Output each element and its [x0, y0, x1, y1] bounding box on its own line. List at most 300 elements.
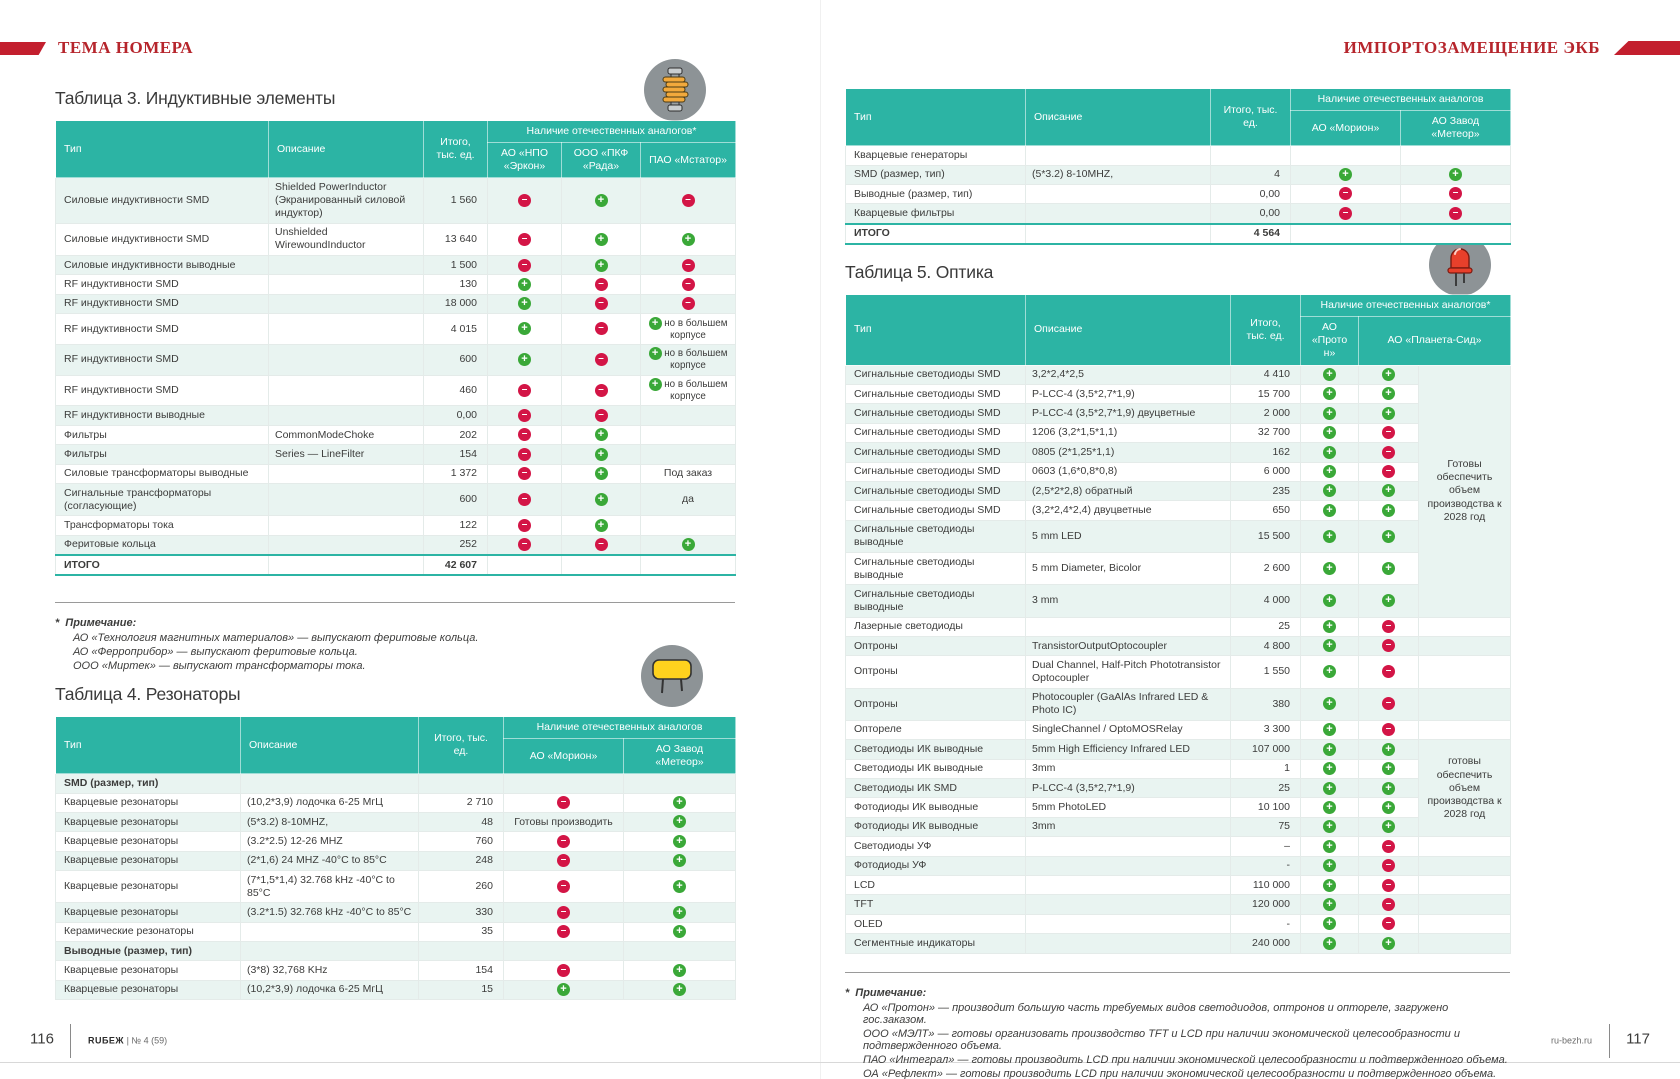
table-cell	[1359, 837, 1419, 856]
table-row	[846, 443, 1511, 462]
table-cell	[1291, 184, 1401, 203]
minus-icon: –	[682, 259, 695, 272]
table-cell	[1301, 798, 1359, 817]
table-cell: Описание	[1026, 295, 1231, 366]
table-cell: Кварцевые фильтры	[846, 204, 1026, 224]
table-cell	[1419, 934, 1511, 953]
table-cell	[1301, 617, 1359, 636]
table-cell: RF индуктивности SMD	[56, 344, 269, 375]
table5-title: Таблица 5. Оптика	[845, 262, 994, 282]
table-cell: RF индуктивности выводные	[56, 406, 269, 425]
table-cell: Итого, тыс. ед.	[419, 717, 504, 774]
table-cell	[1401, 184, 1511, 203]
table-cell	[1301, 876, 1359, 895]
table-cell: 15 700	[1231, 384, 1301, 403]
table-cell	[641, 516, 736, 535]
table-cell: 4 015	[424, 314, 488, 345]
plus-icon: +	[595, 519, 608, 532]
site-label: ru-bezh.ru	[1551, 1035, 1593, 1046]
table-cell	[488, 314, 562, 345]
minus-icon: –	[1382, 879, 1395, 892]
table-cell: Тип	[846, 89, 1026, 146]
table-cell	[562, 294, 641, 313]
table-cell: 460	[424, 375, 488, 406]
table-cell: Керамические резонаторы	[56, 922, 241, 941]
minus-icon: –	[518, 233, 531, 246]
table-cell	[1301, 462, 1359, 481]
table-cell: Выводные (размер, тип)	[56, 942, 241, 961]
footer-separator	[70, 1024, 71, 1058]
table-cell	[1359, 481, 1419, 500]
table-cell	[1419, 876, 1511, 895]
table-cell: 15	[419, 980, 504, 999]
table-cell: да	[641, 484, 736, 516]
table-cell	[269, 555, 424, 575]
table-row	[846, 384, 1511, 403]
table-cell: Силовые индуктивности SMD	[56, 178, 269, 223]
table-row	[846, 876, 1511, 895]
minus-icon: –	[1339, 187, 1352, 200]
plus-icon: +	[1323, 446, 1336, 459]
table-cell	[241, 774, 419, 793]
table-cell: 32 700	[1231, 423, 1301, 442]
table-cell: + но в большем корпусе	[641, 375, 736, 406]
table-cell	[1301, 779, 1359, 798]
note-line: ПАО «Интеграл» — готовы производить LCD при наличии экономической целесообразности и подтвержденного объема.	[863, 1053, 1508, 1066]
plus-icon: +	[649, 317, 662, 330]
table-cell: Фотодиоды УФ	[846, 856, 1026, 875]
table-cell: (3.2*1.5) 32.768 kHz -40°C to 85°C	[241, 903, 419, 922]
table-cell: Светодиоды УФ	[846, 837, 1026, 856]
table-cell	[641, 445, 736, 464]
table-cell	[1419, 914, 1511, 933]
minus-icon: –	[1339, 207, 1352, 220]
table-cell: Оптореле	[846, 720, 1026, 739]
table-cell: Силовые индуктивности SMD	[56, 223, 269, 255]
table-cell: 1 550	[1231, 656, 1301, 688]
table-cell	[1301, 585, 1359, 617]
table-cell	[1359, 895, 1419, 914]
table-row	[56, 774, 736, 793]
table-cell: + но в большем корпусе	[641, 344, 736, 375]
plus-icon: +	[673, 854, 686, 867]
minus-icon: –	[557, 964, 570, 977]
table-cell	[488, 344, 562, 375]
plus-icon: +	[1382, 743, 1395, 756]
table-cell: 3 mm	[1026, 585, 1231, 617]
minus-icon: –	[595, 322, 608, 335]
table-cell	[1359, 462, 1419, 481]
plus-icon: +	[1323, 840, 1336, 853]
table-cell	[504, 871, 624, 903]
table-row	[846, 184, 1511, 203]
table-row	[846, 520, 1511, 552]
table-cell	[419, 942, 504, 961]
table-cell	[562, 406, 641, 425]
table-cell	[624, 980, 736, 999]
table-cell: 4	[1211, 165, 1291, 184]
table-row	[56, 942, 736, 961]
table-cell	[1026, 204, 1211, 224]
table-cell: 0,00	[424, 406, 488, 425]
table-cell	[562, 314, 641, 345]
table-cell: Фильтры	[56, 445, 269, 464]
plus-icon: +	[595, 493, 608, 506]
plus-icon: +	[1382, 530, 1395, 543]
table-row	[56, 516, 736, 535]
table-cell: Оптроны	[846, 636, 1026, 655]
table-cell: Силовые трансформаторы выводные	[56, 464, 269, 483]
minus-icon: –	[1382, 697, 1395, 710]
table-cell: Фотодиоды ИК выводные	[846, 798, 1026, 817]
table-cell: 2 000	[1231, 404, 1301, 423]
plus-icon: +	[1382, 504, 1395, 517]
table-cell: Photocoupler (GaAlAs Infrared LED & Photo IC)	[1026, 688, 1231, 720]
plus-icon: +	[595, 194, 608, 207]
table-cell: 122	[424, 516, 488, 535]
table-cell: Кварцевые резонаторы	[56, 851, 241, 870]
table-cell: P-LCC-4 (3,5*2,7*1,9)	[1026, 779, 1231, 798]
table-cell: Наличие отечественных аналогов*	[488, 121, 736, 143]
table-cell: Лазерные светодиоды	[846, 617, 1026, 636]
table-cell: Под заказ	[641, 464, 736, 483]
table-cell	[1359, 404, 1419, 423]
minus-icon: –	[557, 835, 570, 848]
asterisk-mark: *	[55, 617, 60, 630]
table-cell: 248	[419, 851, 504, 870]
plus-icon: +	[1323, 898, 1336, 911]
table-cell	[504, 942, 624, 961]
plus-icon: +	[1382, 762, 1395, 775]
table-cell	[1359, 817, 1419, 836]
table-cell: Итого, тыс. ед.	[1231, 295, 1301, 366]
table-cell: Сегментные индикаторы	[846, 934, 1026, 953]
table-row	[56, 832, 736, 851]
table-row	[846, 656, 1511, 688]
table-cell: Готовы производить	[504, 812, 624, 831]
table3-section	[55, 88, 735, 674]
plus-icon: +	[1323, 917, 1336, 930]
table-cell: Сигнальные трансформаторы (согласующие)	[56, 484, 269, 516]
minus-icon: –	[682, 194, 695, 207]
table-row	[846, 779, 1511, 798]
table-cell	[1359, 443, 1419, 462]
table-cell: 110 000	[1231, 876, 1301, 895]
table-cell: Кварцевые резонаторы	[56, 903, 241, 922]
page-number: 116	[30, 1030, 54, 1048]
table-row	[56, 425, 736, 444]
table-cell: 3mm	[1026, 759, 1231, 778]
minus-icon: –	[595, 278, 608, 291]
table-row	[56, 555, 736, 575]
table-cell	[624, 832, 736, 851]
table-cell	[1301, 837, 1359, 856]
table-cell: Светодиоды ИК выводные	[846, 759, 1026, 778]
table-cell: Кварцевые резонаторы	[56, 832, 241, 851]
minus-icon: –	[518, 409, 531, 422]
table5-section	[845, 262, 1510, 1079]
table-cell: 0603 (1,6*0,8*0,8)	[1026, 462, 1231, 481]
section-kicker-left: ТЕМА НОМЕРА	[58, 38, 194, 57]
table-row	[56, 922, 736, 941]
table-row	[846, 501, 1511, 520]
table-cell	[562, 344, 641, 375]
table-cell	[504, 793, 624, 812]
optics-table	[845, 294, 1511, 954]
table-cell: Dual Channel, Half-Pitch Phototransistor Optocoupler	[1026, 656, 1231, 688]
table-cell: Сигнальные светодиоды выводные	[846, 520, 1026, 552]
table-cell	[562, 555, 641, 575]
table-cell	[1359, 553, 1419, 585]
plus-icon: +	[682, 233, 695, 246]
table-cell: TransistorOutputOptocoupler	[1026, 636, 1231, 655]
table-cell	[1419, 656, 1511, 688]
plus-icon: +	[682, 538, 695, 551]
plus-icon: +	[673, 983, 686, 996]
table-cell	[624, 851, 736, 870]
table-cell	[1419, 617, 1511, 636]
table-row	[846, 481, 1511, 500]
plus-icon: +	[673, 815, 686, 828]
minus-icon: –	[557, 906, 570, 919]
table-cell	[1301, 365, 1359, 384]
table-cell: АО Завод «Метеор»	[1401, 111, 1511, 146]
table-cell: (3,2*2,4*2,4) двуцветные	[1026, 501, 1231, 520]
table4-section	[55, 656, 735, 1000]
table-row	[846, 914, 1511, 933]
table-cell	[1401, 165, 1511, 184]
plus-icon: +	[1323, 504, 1336, 517]
table-cell	[1359, 759, 1419, 778]
table-cell: Сигнальные светодиоды SMD	[846, 501, 1026, 520]
plus-icon: +	[1323, 368, 1336, 381]
table-row	[56, 851, 736, 870]
table-cell: 154	[419, 961, 504, 980]
table-cell	[269, 314, 424, 345]
table-cell	[1359, 636, 1419, 655]
table-cell	[624, 942, 736, 961]
minus-icon: –	[518, 428, 531, 441]
table-cell: SMD (размер, тип)	[846, 165, 1026, 184]
merged-note-cell: готовы обеспечить объем производства к 2028 год	[1419, 740, 1511, 837]
table-cell: 1 372	[424, 464, 488, 483]
table-cell: 260	[419, 871, 504, 903]
table-cell: 25	[1231, 779, 1301, 798]
plus-icon: +	[518, 353, 531, 366]
minus-icon: –	[518, 467, 531, 480]
red-flag-shape	[0, 42, 46, 55]
table-cell: АО «Морион»	[1291, 111, 1401, 146]
table-row	[846, 462, 1511, 481]
table5-note	[845, 987, 1510, 1079]
note-line: АО «Протон» — производит большую часть требуемых видов светодиодов, оптронов и оптореле, загружено гос.заказом.	[863, 1001, 1449, 1026]
table-cell: 6 000	[1231, 462, 1301, 481]
plus-icon: +	[1323, 407, 1336, 420]
table-cell: Кварцевые резонаторы	[56, 980, 241, 999]
plus-icon: +	[673, 835, 686, 848]
minus-icon: –	[1382, 446, 1395, 459]
table-cell: АО «НПО «Эркон»	[488, 143, 562, 178]
table-cell: 5mm PhotoLED	[1026, 798, 1231, 817]
note-lines	[845, 1002, 1510, 1079]
table-cell	[1026, 934, 1231, 953]
minus-icon: –	[1382, 426, 1395, 439]
table-cell	[1301, 934, 1359, 953]
minus-icon: –	[1382, 723, 1395, 736]
table-cell	[624, 903, 736, 922]
table-cell	[269, 464, 424, 483]
table-cell	[269, 484, 424, 516]
table-cell: –	[1231, 837, 1301, 856]
minus-icon: –	[1449, 207, 1462, 220]
table-row	[846, 837, 1511, 856]
note-line: ОА «Рефлект» — готовы производить LCD при наличии экономической целесообразности и подтвержденного объема.	[863, 1067, 1497, 1079]
table-cell: 154	[424, 445, 488, 464]
table-cell	[624, 793, 736, 812]
table-cell: 4 564	[1211, 224, 1291, 244]
table-row	[56, 812, 736, 831]
table-cell: Сигнальные светодиоды SMD	[846, 404, 1026, 423]
table-cell	[1301, 501, 1359, 520]
table-cell: RF индуктивности SMD	[56, 375, 269, 406]
minus-icon: –	[595, 297, 608, 310]
table-cell: 3,2*2,4*2,5	[1026, 365, 1231, 384]
table-cell	[641, 294, 736, 313]
table-cell	[1419, 837, 1511, 856]
plus-icon: +	[1323, 484, 1336, 497]
plus-icon: +	[673, 906, 686, 919]
plus-icon: +	[1382, 368, 1395, 381]
table-row	[56, 484, 736, 516]
table-cell	[641, 256, 736, 275]
plus-icon: +	[1382, 820, 1395, 833]
table-cell: Тип	[846, 295, 1026, 366]
table-cell	[1401, 224, 1511, 244]
table-cell: 3 300	[1231, 720, 1301, 739]
table-cell	[269, 516, 424, 535]
table-row	[56, 314, 736, 345]
table-row	[56, 535, 736, 555]
table-cell	[1359, 720, 1419, 739]
plus-icon: +	[1323, 937, 1336, 950]
table-cell: -	[1231, 856, 1301, 875]
table-cell: TFT	[846, 895, 1026, 914]
table-cell	[1359, 520, 1419, 552]
table-cell	[1301, 856, 1359, 875]
table-cell	[269, 344, 424, 375]
plus-icon: +	[1382, 937, 1395, 950]
table-cell: Описание	[1026, 89, 1211, 146]
table-cell	[1026, 184, 1211, 203]
table-cell: Кварцевые резонаторы	[56, 871, 241, 903]
plus-icon: +	[1382, 484, 1395, 497]
table-cell: OLED	[846, 914, 1026, 933]
minus-icon: –	[1382, 665, 1395, 678]
table-cell	[1291, 146, 1401, 165]
note-title: * Примечание:	[845, 986, 927, 999]
table-row	[846, 146, 1511, 165]
table-cell	[1419, 895, 1511, 914]
table-cell: 4 410	[1231, 365, 1301, 384]
minus-icon: –	[557, 796, 570, 809]
table-cell	[1026, 876, 1231, 895]
table-row	[846, 720, 1511, 739]
table-cell	[241, 922, 419, 941]
table-cell: 3mm	[1026, 817, 1231, 836]
table-cell	[641, 406, 736, 425]
page-number: 117	[1626, 1030, 1650, 1048]
plus-icon: +	[595, 428, 608, 441]
table-cell: 1206 (3,2*1,5*1,1)	[1026, 423, 1231, 442]
table-cell: Тип	[56, 717, 241, 774]
note-line: АО «Ферроприбор» — выпускают феритовые кольца.	[73, 646, 358, 659]
table-cell	[641, 223, 736, 255]
plus-icon: +	[1339, 168, 1352, 181]
table-cell: SingleChannel / OptoMOSRelay	[1026, 720, 1231, 739]
table-cell: Наличие отечественных аналогов*	[1301, 295, 1511, 317]
table-cell: 75	[1231, 817, 1301, 836]
plus-icon: +	[1382, 407, 1395, 420]
table-row	[56, 275, 736, 294]
table-cell: 0805 (2*1,25*1,1)	[1026, 443, 1231, 462]
table-cell	[1026, 837, 1231, 856]
minus-icon: –	[557, 925, 570, 938]
plus-icon: +	[1323, 426, 1336, 439]
table-cell: Трансформаторы тока	[56, 516, 269, 535]
table-cell: 48	[419, 812, 504, 831]
plus-icon: +	[1323, 465, 1336, 478]
table-cell	[624, 812, 736, 831]
table-cell	[1301, 817, 1359, 836]
table-cell: 130	[424, 275, 488, 294]
note-title: * Примечание:	[55, 617, 137, 630]
table-cell: Выводные (размер, тип)	[846, 184, 1026, 203]
table-cell: Наличие отечественных аналогов	[1291, 89, 1511, 111]
table-cell: ПАО «Мстатор»	[641, 143, 736, 178]
table-row	[56, 294, 736, 313]
table-row	[56, 375, 736, 406]
merged-note-cell: Готовы обеспечить объем производства к 2028 год	[1419, 365, 1511, 617]
table-cell: Силовые индуктивности выводные	[56, 256, 269, 275]
table-cell: АО «Планета-Сид»	[1359, 317, 1511, 365]
table-cell: Сигнальные светодиоды SMD	[846, 384, 1026, 403]
table-cell	[562, 275, 641, 294]
table-cell	[1301, 443, 1359, 462]
minus-icon: –	[518, 448, 531, 461]
table-cell: RF индуктивности SMD	[56, 275, 269, 294]
table-row	[56, 223, 736, 255]
table-cell	[1301, 720, 1359, 739]
table-cell: 13 640	[424, 223, 488, 255]
table-cell: 25	[1231, 617, 1301, 636]
table-cell: Кварцевые резонаторы	[56, 793, 241, 812]
table-cell	[488, 516, 562, 535]
table-cell	[624, 922, 736, 941]
table-row	[846, 856, 1511, 875]
section-kicker-right: ИМПОРТОЗАМЕЩЕНИЕ ЭКБ	[1343, 38, 1600, 57]
plus-icon: +	[595, 467, 608, 480]
plus-icon: +	[1323, 639, 1336, 652]
table-cell	[1301, 481, 1359, 500]
plus-icon: +	[1323, 859, 1336, 872]
table-cell: 162	[1231, 443, 1301, 462]
table-cell	[1359, 384, 1419, 403]
table-row	[846, 817, 1511, 836]
table-cell	[1359, 856, 1419, 875]
table-cell: Кварцевые резонаторы	[56, 961, 241, 980]
plus-icon: +	[1382, 562, 1395, 575]
table-cell	[641, 425, 736, 444]
